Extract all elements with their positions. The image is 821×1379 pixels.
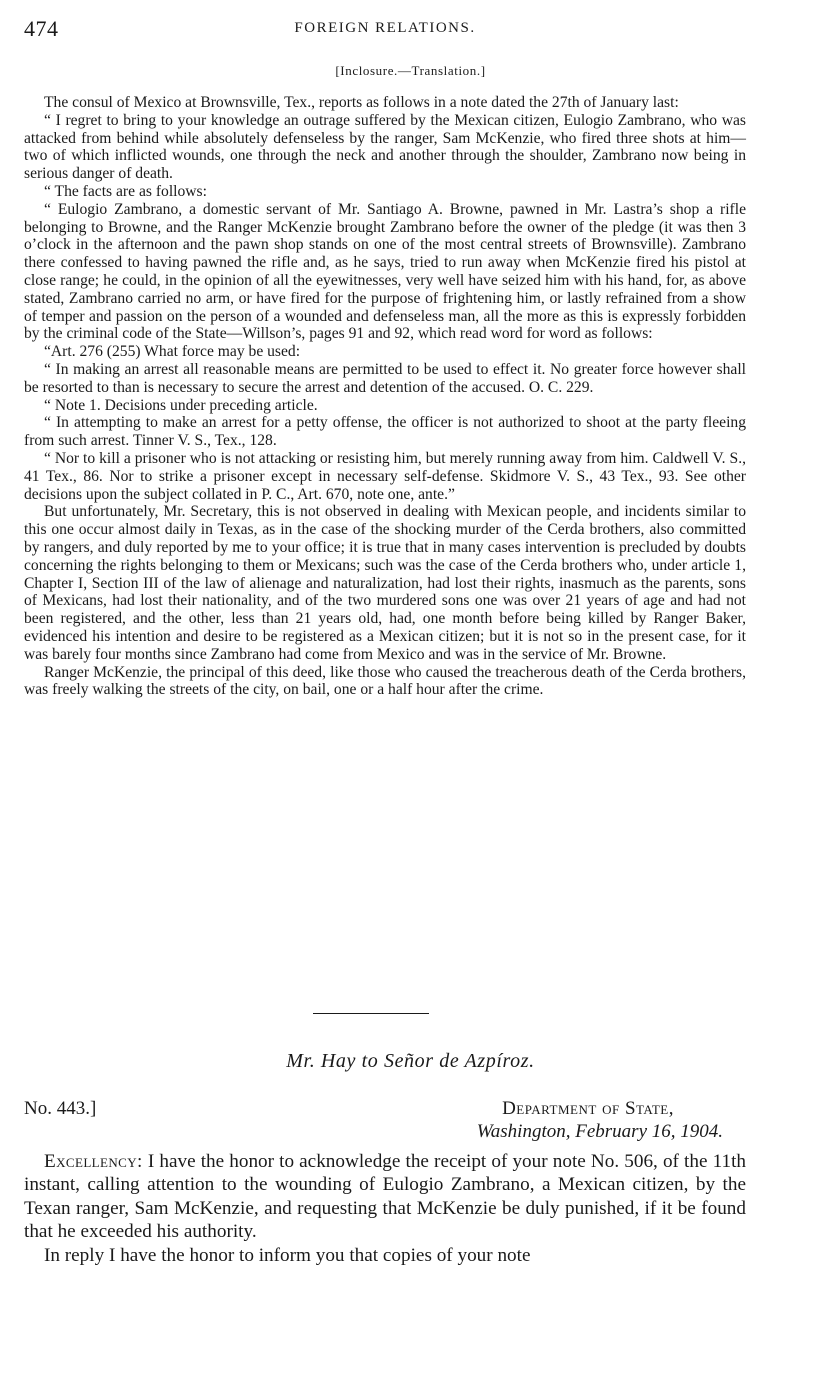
running-title: FOREIGN RELATIONS. bbox=[294, 20, 476, 36]
inclosure-paragraph: “ In making an arrest all reasonable means are permitted to be used to effect it. No greater force however shall be resorted to than is necessary to secure the arrest and detention of the accused. O. C. 229. bbox=[24, 360, 746, 396]
letter-paragraph: In reply I have the honor to inform you that copies of your note bbox=[44, 1244, 531, 1266]
letter-dateline: Washington, February 16, 1904. bbox=[476, 1121, 723, 1142]
inclosure-paragraph: “ Note 1. Decisions under preceding article. bbox=[44, 396, 318, 414]
inclosure-paragraph: “ Nor to kill a prisoner who is not attacking or resisting him, but merely running away from him. Caldwell V. S., 41 Tex., 86. Nor to strike a prisoner except in necessary self-defense. Skidmore V. S., 43 Tex., 93. See other decisions upon the subject collated in P. C., Art. 670, note one, ante.” bbox=[24, 449, 746, 503]
running-head bbox=[24, 16, 746, 42]
letter-body bbox=[24, 1150, 746, 1267]
inclosure-paragraph: Ranger McKenzie, the principal of this deed, like those who caused the treacherous death of the Cerda brothers, was freely walking the streets of the city, on bail, one or a half hour after the crime. bbox=[24, 663, 746, 699]
inclosure-body bbox=[24, 94, 746, 699]
inclosure-paragraph: But unfortunately, Mr. Secretary, this is not observed in dealing with Mexican people, and incidents similar to this one occur almost daily in Texas, as in the case of the shocking murder of the Cerda brothers, also committed by rangers, and duly reported by me to your office; it is true that in many cases intervention is precluded by doubts concerning the rights belonging to them or Mexicans; such was the case of the Cerda brothers who, under article 1, Chapter I, Section III of the law of alienage and naturalization, had lost their rights, inasmuch as the parents, sons of Mexicans, had lost their nationality, and of the two murdered sons one was over 21 years of age and had not been registered, and the other, less than 21 years old, had, one month before being killed by Ranger Baker, evidenced his intention and desire to be registered as a Mexican citizen; but it is not so in the present case, for it was barely four months since Zambrano had come from Mexico and was in the service of Mr. Browne. bbox=[24, 503, 746, 663]
inclosure-paragraph: “Art. 276 (255) What force may be used: bbox=[44, 343, 301, 361]
inclosure-paragraph: “ The facts are as follows: bbox=[44, 182, 207, 200]
section-divider bbox=[313, 1013, 429, 1014]
page-number: 474 bbox=[24, 16, 59, 41]
inclosure-caption: [Inclosure.—Translation.] bbox=[335, 63, 486, 78]
letter-salutation: Excellency: bbox=[44, 1151, 143, 1172]
letter-paragraph bbox=[24, 1150, 746, 1244]
letter-number: No. 443.] bbox=[24, 1098, 97, 1119]
inclosure-paragraph: The consul of Mexico at Brownsville, Tex., reports as follows in a note dated the 27th of January last: bbox=[44, 94, 679, 111]
letter-heading: Mr. Hay to Señor de Azpíroz. bbox=[286, 1050, 535, 1072]
letter-paragraph-text: I have the honor to acknowledge the receipt of your note No. 506, of the 11th instant, calling attention to the wounding of Eulogio Zambrano, a Mexican citizen, by the Texan ranger, Sam McKenzie, and requesting that McKenzie be duly punished, if it be found that he exceeded his authority. bbox=[24, 1151, 747, 1243]
inclosure-paragraph: “ In attempting to make an arrest for a petty offense, the officer is not authorized to shoot at the party fleeing from such arrest. Tinner V. S., Tex., 128. bbox=[24, 414, 746, 450]
inclosure-paragraph: “ Eulogio Zambrano, a domestic servant of Mr. Santiago A. Browne, pawned in Mr. Lastra’s shop a rifle belonging to Browne, and the Ranger McKenzie brought Zambrano before the owner of the pledge (it was then 3 o’clock in the afternoon and the pawn shop stands on one of the most central streets of Brownsville). Zambrano there confessed to having pawned the rifle and, as he says, tried to run away when McKenzie fired his pistol at close range; he could, in the opinion of all the eyewitnesses, very well have seized him with his hand, for, as above stated, Zambrano carried no arm, or have fired for the purpose of frightening him, or lastly refrained from a show of temper and passion on the person of a wounded and defenseless man, all the more as this is expressly forbidden by the criminal code of the State—Willson’s, pages 91 and 92, which read word for word as follows: bbox=[24, 200, 746, 343]
inclosure-paragraph: “ I regret to bring to your knowledge an outrage suffered by the Mexican citizen, Eulogio Zambrano, who was attacked from behind while absolutely defenseless by the ranger, Sam McKenzie, who fired three shots at him—two of which inflicted wounds, one through the neck and another through the shoulder, Zambrano now being in serious danger of death. bbox=[24, 111, 746, 183]
letter-department: Department of State, bbox=[502, 1098, 674, 1119]
